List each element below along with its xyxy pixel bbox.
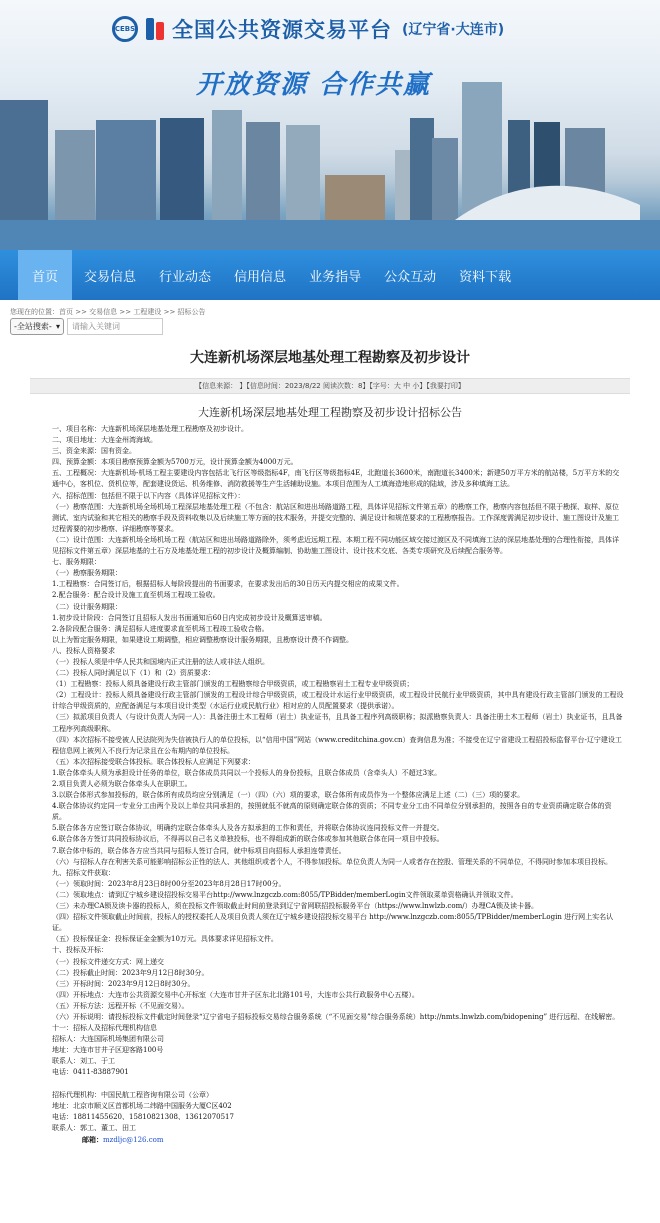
chevron-down-icon: ▾ (55, 322, 60, 331)
document-paragraph: （2）工程设计：投标人须具备建设行政主管部门颁发的工程设计综合甲级资质，或工程设计水运行业甲级资质，或工程设计民航行业甲级资质，其中具有建设行政主管部门颁发的工程设计综合甲级资质的，应配备满足与本项目设计类型（水运行业或民航行业）相对应的人员配置要求（提供承诺）。 (52, 691, 624, 711)
document-paragraph: （六）与招标人存在利害关系可能影响招标公正性的法人、其他组织或者个人，不得参加投标。单位负责人为同一人或者存在控股、管理关系的不同单位，不得同时参加本项目投标。 (52, 857, 612, 866)
site-title: 全国公共资源交易平台 (172, 18, 392, 42)
document-paragraph: 1.工程勘察：合同签订后，根据招标人每阶段提出的书面要求，在要求发出后的30日历天内提交相应的成果文件。 (52, 580, 404, 589)
main-nav (0, 250, 660, 300)
document-paragraph: 地址：北京市顺义区首都机场二纬路中国服务大厦C区402 (52, 1101, 232, 1110)
nav-item-downloads[interactable]: 资料下载 (459, 268, 512, 284)
document-paragraph: （二）投标截止时间：2023年9月12日8时30分。 (52, 968, 209, 977)
document-title: 大连新机场深层地基处理工程勘察及初步设计招标公告 (198, 406, 462, 419)
platform-logo-icon (144, 16, 166, 42)
document-paragraph: 五、工程概况：大连新机场-机场工程主要建设内容包括北飞行区等级指标4F，南飞行区等级指标4E，北跑道长3600米，南跑道长3400米；新建50万平方米的航站楼，5万平方米的交通中心，客机位、货机位等，配套建设货运、机务维修、消防救援等生产生活辅助设施。本项目范围为人工填海造地形成的陆域，涉及多种填海工法。 (52, 469, 620, 489)
search-bar (10, 318, 163, 335)
document-paragraph: 十、投标及开标： (52, 946, 108, 955)
banner-slogan: 开放资源 合作共赢 (196, 70, 432, 100)
site-banner (0, 0, 660, 250)
document-paragraph: （六）开标说明：请投标投标文件截定时间登录“辽宁省电子招标投标交易综合服务系统（“不见面交易”综合服务系统）http://nmts.lnwlzb.com/bidopening” 进行远程、在线解密。 (52, 1012, 620, 1021)
document-paragraph: 七、服务期限： (52, 558, 101, 567)
document-paragraph: 二、项目地址：大连金州湾海域。 (52, 436, 157, 445)
nav-item-credit-info[interactable]: 信用信息 (234, 268, 287, 284)
document-paragraph: 地址：大连市甘井子区迎客路100号 (52, 1046, 164, 1055)
document-paragraph: 招标人：大连国际机场集团有限公司 (52, 1035, 164, 1044)
document-paragraph: 九、招标文件获取： (52, 868, 115, 877)
document-paragraph: 八、投标人资格要求 (52, 646, 115, 655)
document-paragraph: 十一：招标人及招标代理机构信息 (52, 1024, 157, 1033)
page-title: 大连新机场深层地基处理工程勘察及初步设计 (190, 350, 470, 366)
document-paragraph: （一）勘察服务期限： (52, 569, 122, 578)
document-paragraph: （二）投标人同时满足以下（1）和（2）资质要求： (52, 669, 215, 678)
document-paragraph: （二）领取地点：请到辽宁城乡建设招投标交易平台http://www.lnzgczb.com:8055/TPBidder/memberLogin文件领取菜单资格确认并领取文件。 (52, 890, 518, 899)
document-body (52, 424, 624, 1146)
document-paragraph: （三）拟派项目负责人（与设计负责人为同一人）：具备注册土木工程师（岩土）执业证书，且具备工程序列高级职称；拟派勘察负责人：具备注册土木工程师（岩土）执业证书，且具备工程序列高级职称。 (52, 713, 623, 733)
document-paragraph: 三、资金来源：国有资金。 (52, 447, 136, 456)
document-paragraph (52, 1079, 624, 1090)
nav-item-public-interaction[interactable]: 公众互动 (384, 268, 437, 284)
document-paragraph: 3.以联合体形式参加投标的，联合体所有成员均应分别满足（一）（四）（六）项的要求，联合体所有成员作为一个整体应满足上述（二）（三）项的要求。 (52, 791, 525, 800)
document-paragraph: （五）开标方法：远程开标（不见面交易）。 (52, 1001, 189, 1010)
site-region: (辽宁省·大连市) (402, 22, 505, 38)
document-paragraph: 7.联合体中标的，联合体各方应当共同与招标人签订合同，就中标项目向招标人承担连带责任。 (52, 846, 346, 855)
document-paragraph: （五）投标保证金：投标保证金金额为10万元。具体要求详见招标文件。 (52, 935, 278, 944)
document-paragraph: （四）开标地点：大连市公共资源交易中心开标室（大连市甘井子区东北北路101号，大连市公共行政服务中心五楼）。 (52, 990, 419, 999)
document-paragraph: （五）本次招标接受联合体投标。联合体投标人应满足下列要求： (52, 757, 255, 766)
site-logo[interactable] (112, 14, 504, 44)
nav-item-home[interactable]: 首页 (18, 250, 72, 300)
document-paragraph: （1）工程勘察：投标人须具备建设行政主管部门颁发的工程勘察综合甲级资质，或工程勘察岩土工程专业甲级资质； (52, 680, 414, 689)
document-paragraph: 1.联合体牵头人须为承担设计任务的单位，联合体成员共同以一个投标人的身份投标，且联合体成员（含牵头人）不超过3家。 (52, 768, 442, 777)
nav-item-industry-news[interactable]: 行业动态 (159, 268, 212, 284)
search-scope-value: -全站搜索- (14, 322, 52, 331)
document-paragraph: 电话：18811455620、15810821308、13612070517 (52, 1112, 234, 1121)
document-paragraph: 2.项目负责人必须为联合体牵头人在职职工。 (52, 780, 192, 788)
contact-email (52, 1134, 624, 1146)
breadcrumb-bar (0, 300, 660, 340)
document-paragraph: （三）开标时间：2023年9月12日8时30分。 (52, 979, 195, 988)
document-paragraph: 招标代理机构：中国民航工程咨询有限公司（公章） (52, 1090, 213, 1099)
document-paragraph: （一）勘察范围：大连新机场全场机场工程深层地基处理工程（不包含：航站区和进出场路道路工程，具体详见招标文件第五章）的勘察工作，勘察内容包括但不限于勘探、取样、原位测试、室内试验和其它相关的勘察手段及资料收集以及后续施工等方面的技术服务，并提交完整的、满足设计和规范要求的工程勘察报告。工作深度需满足初步设计、施工图设计及施工过程需要的初步勘察、详细勘察等要求。 (52, 502, 619, 533)
document-paragraph: 六、招标范围：包括但不限于以下内容（具体详见招标文件）： (52, 491, 245, 500)
document-paragraph: （一）领取时间：2023年8月23日8时00分至2023年8月28日17时00分。 (52, 879, 286, 888)
document-paragraph: 联系人：郭工、董工、田工 (52, 1123, 136, 1132)
article-meta[interactable]: 【信息来源： 】【信息时间：2023/8/22 阅读次数：8】【字号：大 中 小】【我要打印】 (30, 378, 630, 394)
breadcrumb[interactable]: 您现在的位置：首页 >> 交易信息 >> 工程建设 >> 招标公告 (10, 308, 206, 316)
document-paragraph: （一）投标人须是中华人民共和国境内正式注册的法人或非法人组织。 (52, 657, 269, 666)
document-paragraph: （一）投标文件递交方式：网上递交 (52, 957, 164, 966)
document-paragraph: 电话：0411-83887901 (52, 1068, 129, 1077)
document-paragraph: 1.初步设计阶段：合同签订且招标人发出书面通知后60日内完成初步设计及概算送审稿。 (52, 613, 327, 622)
document-paragraph: 一、项目名称：大连新机场深层地基处理工程勘察及初步设计。 (52, 425, 248, 433)
document-paragraph: 2.各阶段配合服务：满足招标人进度要求直至机场工程竣工验收合格。 (52, 624, 269, 633)
document-paragraph: 联系人：刘工、于工 (52, 1057, 115, 1066)
document-paragraph: 以上为暂定服务期限，如果建设工期调整，相应调整勘察设计服务期限，且勘察设计费不作调整。 (52, 635, 353, 644)
document-paragraph: 四、预算金额：本项目勘察预算金额为5700万元，设计预算金额为4000万元。 (52, 458, 298, 467)
document-paragraph: 5.联合体各方应签订联合体协议，明确约定联合体牵头人及各方拟承担的工作和责任，并将联合体协议连同投标文件一并提交。 (52, 824, 444, 833)
nav-item-trade-info[interactable]: 交易信息 (84, 268, 137, 284)
document-paragraph: 2.配合服务：配合设计及施工直至机场工程竣工验收。 (52, 591, 220, 600)
search-input[interactable]: 请输入关键词 (67, 318, 163, 335)
document-paragraph: （四）本次招标不接受被人民法院列为失信被执行人的单位投标，以“信用中国”网站（www.creditchina.gov.cn）查询信息为准；不接受在辽宁省建设工程招投标监督平台-辽宁建设工程信息网上被列入不良行为记录且在公布期内的单位投标。 (52, 735, 622, 755)
search-scope-select[interactable] (10, 318, 64, 335)
email-label: 邮箱： (82, 1134, 103, 1144)
document-paragraph: 4.联合体协议约定同一专业分工由两个及以上单位共同承担的，按照就低不就高的原则确定联合体的资质；不同专业分工由不同单位分别承担的，按照各自的专业资质确定联合体的资质。 (52, 802, 612, 822)
cebs-logo-icon: CEBS (112, 16, 138, 42)
document-paragraph: （四）招标文件领取截止时间前，投标人的授权委托人及项目负责人须在辽宁城乡建设招投标交易平台 http://www.lnzgczb.com:8055/TPBidder/memberLogin 进行网上实名认证。 (52, 913, 614, 933)
email-link[interactable]: mzdljc@126.com (103, 1135, 164, 1144)
document-paragraph: 6.联合体各方签订共同投标协议后，不得再以自己名义单独投标，也不得组成新的联合体或参加其他联合体在同一项目中投标。 (52, 835, 444, 844)
document-paragraph: （三）未办理CA锁及读卡器的投标人，须在投标文件领取截止时间前登录到辽宁省网联招投标服务平台（https://www.lnwlzb.com/）办理CA锁及读卡器。 (52, 902, 538, 911)
document-paragraph: （二）设计服务期限： (52, 602, 122, 611)
document-paragraph: （二）设计范围：大连新机场全场机场工程（航站区和进出场路道路除外，须考虑近远期工程、本期工程不同功能区域交接过渡区及不同填海工法的深层地基处理的合理性衔接，具体详见招标文件第五章）深层地基的土石方及地基处理工程的初步设计及概算编制、协助施工图设计、设计技术交底、各类专项研究及后续配合服务等。 (52, 535, 619, 556)
nav-item-business-guide[interactable]: 业务指导 (309, 268, 362, 284)
